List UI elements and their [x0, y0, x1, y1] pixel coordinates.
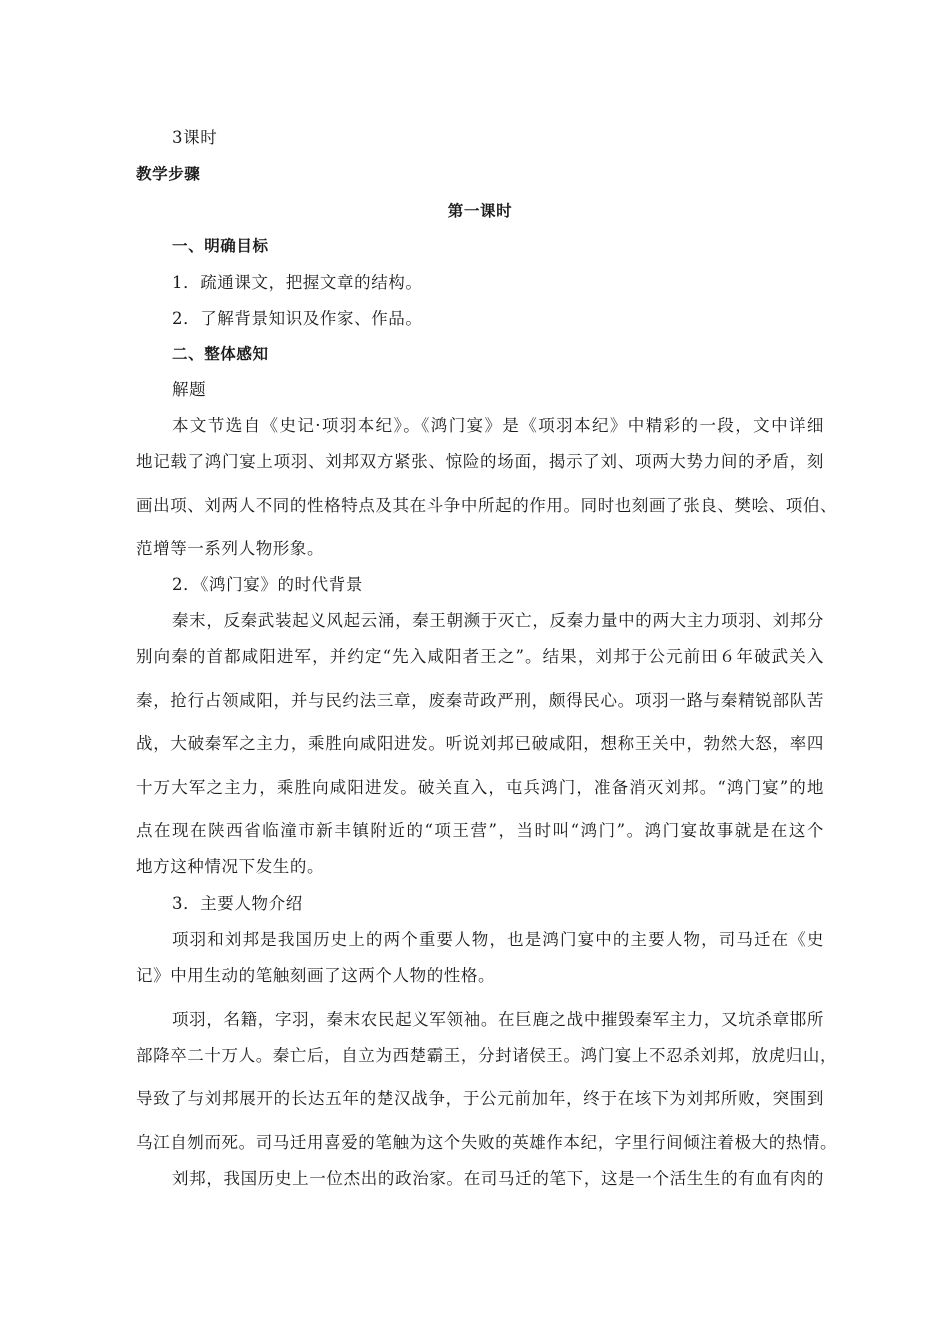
subheading-title-explanation: 解题 [172, 380, 207, 399]
goal-item-1: 1．疏通课文，把握文章的结构。 [172, 273, 423, 292]
paragraph-line: 记》中用生动的笔触刻画了这两个人物的性格。 [136, 966, 496, 985]
paragraph-line: 十万大军之主力，乘胜向咸阳进发。破关直入，屯兵鸿门，准备消灭刘邦。“鸿门宴”的地 [136, 778, 824, 797]
paragraph-line: 别向秦的首都咸阳进军，并约定“先入咸阳者王之”。结果，刘邦于公元前田６年破武关入 [136, 647, 824, 666]
paragraph-line: 本文节选自《史记·项羽本纪》。《鸿门宴》是《项羽本纪》中精彩的一段，文中详细 [172, 416, 824, 435]
paragraph-line: 秦末，反秦武装起义风起云涌，秦王朝濒于灭亡，反秦力量中的两大主力项羽、刘邦分 [172, 611, 824, 630]
paragraph-line: 乌江自刎而死。司马迁用喜爱的笔触为这个失败的英雄作本纪，字里行间倾注着极大的热情。 [136, 1133, 838, 1152]
paragraph-line: 画出项、刘两人不同的性格特点及其在斗争中所起的作用。同时也刻画了张良、樊哙、项伯、 [136, 496, 838, 515]
paragraph-line: 地方这种情况下发生的。 [136, 857, 325, 876]
paragraph-line: 秦，抢行占领咸阳，并与民约法三章，废秦苛政严刑，颇得民心。项羽一路与秦精锐部队苦 [136, 691, 824, 710]
lesson-count: 3课时 [172, 128, 218, 147]
section-heading-teaching-steps: 教学步骤 [136, 165, 201, 183]
paragraph-line: 战，大破秦军之主力，乘胜向咸阳进发。听说刘邦已破咸阳，想称王关中，勃然大怒，率四 [136, 734, 824, 753]
paragraph-line: 部降卒二十万人。秦亡后，自立为西楚霸王，分封诸侯王。鸿门宴上不忍杀刘邦，放虎归山， [136, 1046, 838, 1065]
subheading-main-characters: 3．主要人物介绍 [172, 894, 303, 913]
heading-clear-goals: 一、明确目标 [172, 237, 269, 255]
paragraph-line: 点在现在陕西省临潼市新丰镇附近的“项王营”，当时叫“鸿门”。鸿门宴故事就是在这个 [136, 821, 824, 840]
paragraph-line: 地记载了鸿门宴上项羽、刘邦双方紧张、惊险的场面，揭示了刘、项两大势力间的矛盾，刻 [136, 452, 824, 471]
paragraph-line: 范增等一系列人物形象。 [136, 539, 325, 558]
heading-overall-perception: 二、整体感知 [172, 345, 269, 363]
paragraph-line: 导致了与刘邦展开的长达五年的楚汉战争，于公元前加年，终于在垓下为刘邦所败，突围到 [136, 1089, 824, 1108]
goal-item-2: 2．了解背景知识及作家、作品。 [172, 309, 423, 328]
lesson-title: 第一课时 [447, 202, 513, 220]
paragraph-line: 项羽，名籍，字羽，秦末农民起义军领袖。在巨鹿之战中摧毁秦军主力，又坑杀章邯所 [172, 1010, 824, 1029]
paragraph-line: 项羽和刘邦是我国历史上的两个重要人物，也是鸿门宴中的主要人物，司马迁在《史 [172, 930, 824, 949]
subheading-background: 2．《鸿门宴》的时代背景 [172, 575, 363, 594]
paragraph-line: 刘邦，我国历史上一位杰出的政治家。在司马迁的笔下，这是一个活生生的有血有肉的 [172, 1169, 824, 1188]
